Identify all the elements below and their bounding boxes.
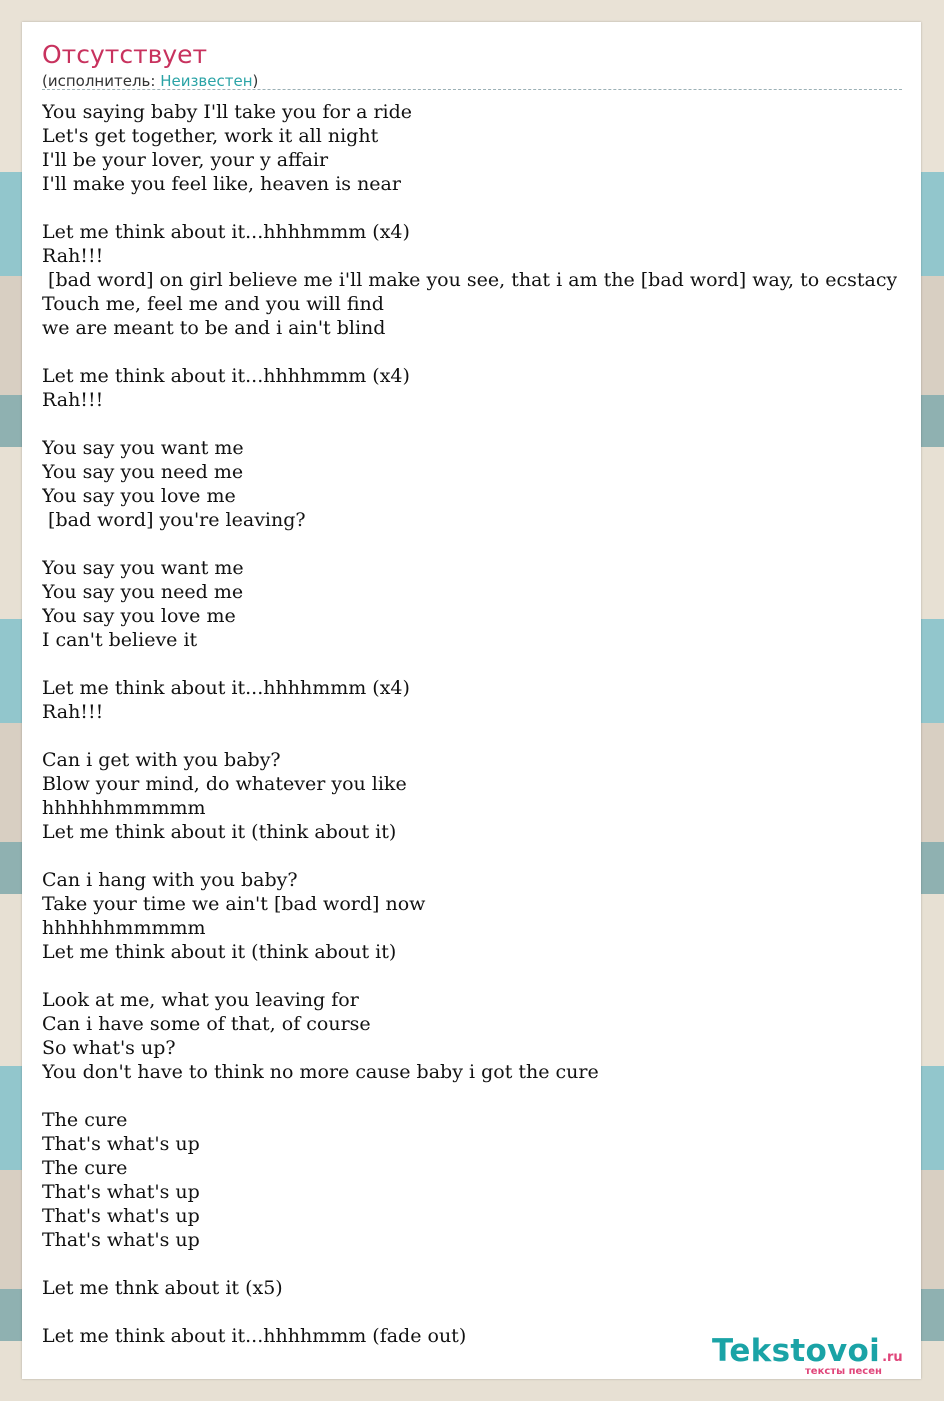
lyric-line: [bad word] you're leaving? — [42, 509, 306, 531]
lyric-line: we are meant to be and i ain't blind — [42, 317, 386, 339]
lyric-line: That's what's up — [42, 1133, 200, 1155]
lyric-line: Look at me, what you leaving for — [42, 989, 359, 1011]
logo-tagline: тексты песен — [805, 1366, 882, 1377]
lyric-line: [bad word] on girl believe me i'll make you see, that i am the [bad word] way, to ecstacy — [42, 269, 898, 291]
lyric-line: You say you love me — [42, 605, 236, 627]
lyric-line: The cure — [42, 1109, 128, 1131]
lyric-line: hhhhhhmmmmm — [42, 917, 206, 939]
lyric-line: Can i hang with you baby? — [42, 869, 298, 891]
lyric-line: You say you need me — [42, 581, 244, 603]
lyric-line: So what's up? — [42, 1037, 176, 1059]
lyric-line: That's what's up — [42, 1205, 200, 1227]
artist-suffix: ) — [252, 72, 259, 90]
lyric-line: That's what's up — [42, 1181, 200, 1203]
lyric-line: I'll be your lover, your y affair — [42, 149, 329, 171]
lyric-line: Touch me, feel me and you will find — [42, 293, 384, 315]
lyric-line: Rah!!! — [42, 389, 104, 411]
lyric-line: You say you want me — [42, 557, 244, 579]
lyric-line: Blow your mind, do whatever you like — [42, 773, 407, 795]
lyric-line: Let's get together, work it all night — [42, 125, 379, 147]
lyric-line: Can i have some of that, of course — [42, 1013, 371, 1035]
lyric-line: You say you love me — [42, 485, 236, 507]
lyrics-text — [42, 100, 897, 1348]
artist-prefix: (исполнитель: — [42, 72, 161, 90]
lyric-line: Let me think about it...hhhhmmm (x4) — [42, 677, 410, 699]
site-logo[interactable] — [712, 1333, 918, 1377]
lyric-line: You say you want me — [42, 437, 244, 459]
lyrics-card — [22, 22, 921, 1379]
lyric-line: Rah!!! — [42, 701, 104, 723]
title-divider — [42, 89, 902, 90]
lyric-line: You saying baby I'll take you for a ride — [42, 101, 413, 123]
lyric-line: Let me think about it (think about it) — [42, 941, 397, 963]
lyric-line: Take your time we ain't [bad word] now — [42, 893, 426, 915]
lyric-line: You don't have to think no more cause baby i got the cure — [42, 1061, 599, 1083]
lyric-line: You say you need me — [42, 461, 244, 483]
song-title: Отсутствует — [42, 40, 208, 69]
logo-tld: .ru — [882, 1350, 903, 1365]
lyric-line: Let me think about it (think about it) — [42, 821, 397, 843]
artist-link[interactable]: Неизвестен — [160, 72, 253, 90]
lyric-line: Let me thnk about it (x5) — [42, 1277, 283, 1299]
lyric-line: hhhhhhmmmmm — [42, 797, 206, 819]
lyric-line: Let me think about it...hhhhmmm (x4) — [42, 365, 410, 387]
logo-name: Tekstovoi — [712, 1333, 881, 1369]
lyric-line: Let me think about it...hhhhmmm (fade out) — [42, 1325, 467, 1347]
lyric-line: Rah!!! — [42, 245, 104, 267]
lyric-line: I can't believe it — [42, 629, 198, 651]
lyric-line: That's what's up — [42, 1229, 200, 1251]
lyric-line: The cure — [42, 1157, 128, 1179]
lyric-line: Can i get with you baby? — [42, 749, 281, 771]
lyric-line: I'll make you feel like, heaven is near — [42, 173, 401, 195]
artist-line — [42, 71, 258, 91]
lyric-line: Let me think about it...hhhhmmm (x4) — [42, 221, 410, 243]
